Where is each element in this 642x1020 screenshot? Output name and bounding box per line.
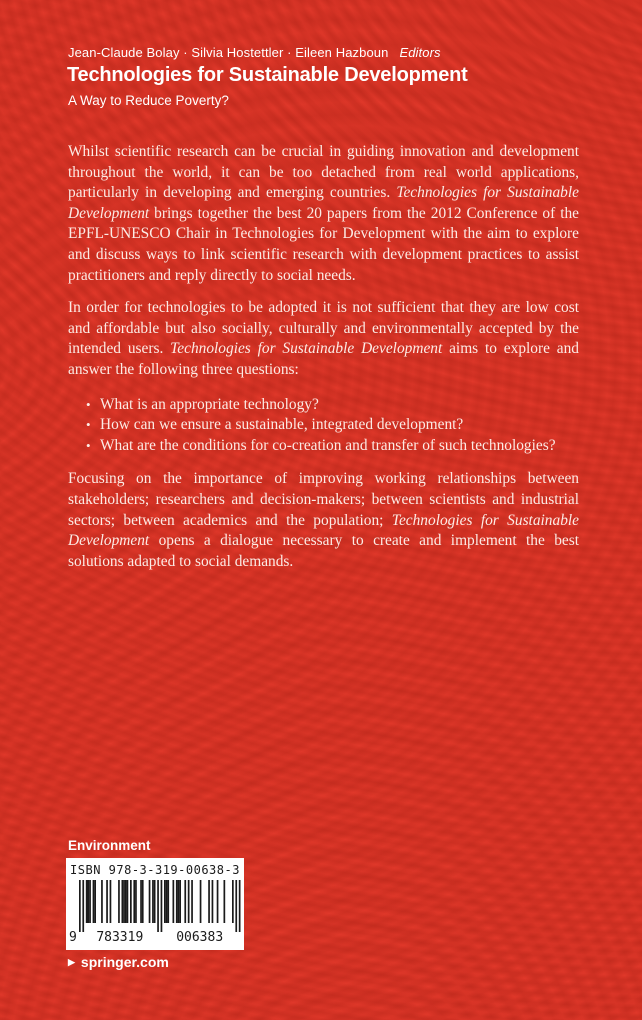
question-item: • What is an appropriate technology? [68, 395, 579, 416]
editors-role-label: Editors [399, 45, 441, 60]
springer-url: springer.com [80, 954, 169, 970]
isbn-label: ISBN 978-3-319-00638-3 [70, 863, 240, 877]
svg-text:783319: 783319 [95, 930, 143, 944]
barcode-panel [66, 858, 244, 950]
publisher-website [68, 954, 169, 970]
ean-barcode [66, 880, 244, 944]
questions-list [68, 395, 579, 457]
back-cover-blurb [68, 142, 579, 572]
svg-text:9: 9 [68, 930, 77, 944]
editors-line [68, 45, 441, 60]
book-subtitle: A Way to Reduce Poverty? [68, 93, 229, 108]
triangle-bullet-icon: ▶ [68, 957, 75, 967]
blurb-paragraph: Focusing on the importance of improving working relationships between stakeholders; researchers and decision-makers; between scientists and industrial sectors; between academics and the population; Technologies for Sustainable Development opens a dialogue necessary to create and implement the best solutions adapted to social demands. [68, 470, 579, 570]
editors-names: Jean-Claude Bolay · Silvia Hostettler · Eileen Hazboun [68, 45, 389, 60]
blurb-paragraph: Whilst scientific research can be crucial in guiding innovation and development throughout the world, it can be too detached from real world applications, particularly in developing and emerging countries. Technologies for Sustainable Development brings together the best 20 papers from the 2012 Conference of the EPFL-UNESCO Chair in Technologies for Development with the aim to explore and discuss ways to link scientific research with development practices to assist practitioners and reply directly to social needs. [68, 143, 579, 284]
blurb-paragraph: In order for technologies to be adopted it is not sufficient that they are low cost and affordable but also socially, culturally and environmentally accepted by the intended users. Technologies for Sustainable Development aims to explore and answer the following three questions: [68, 299, 579, 378]
svg-text:006383: 006383 [175, 930, 223, 944]
book-title: Technologies for Sustainable Development [67, 64, 468, 86]
question-item: • What are the conditions for co-creation and transfer of such technologies? [68, 436, 579, 457]
question-item: • How can we ensure a sustainable, integrated development? [68, 415, 579, 436]
category-label: Environment [68, 838, 151, 853]
